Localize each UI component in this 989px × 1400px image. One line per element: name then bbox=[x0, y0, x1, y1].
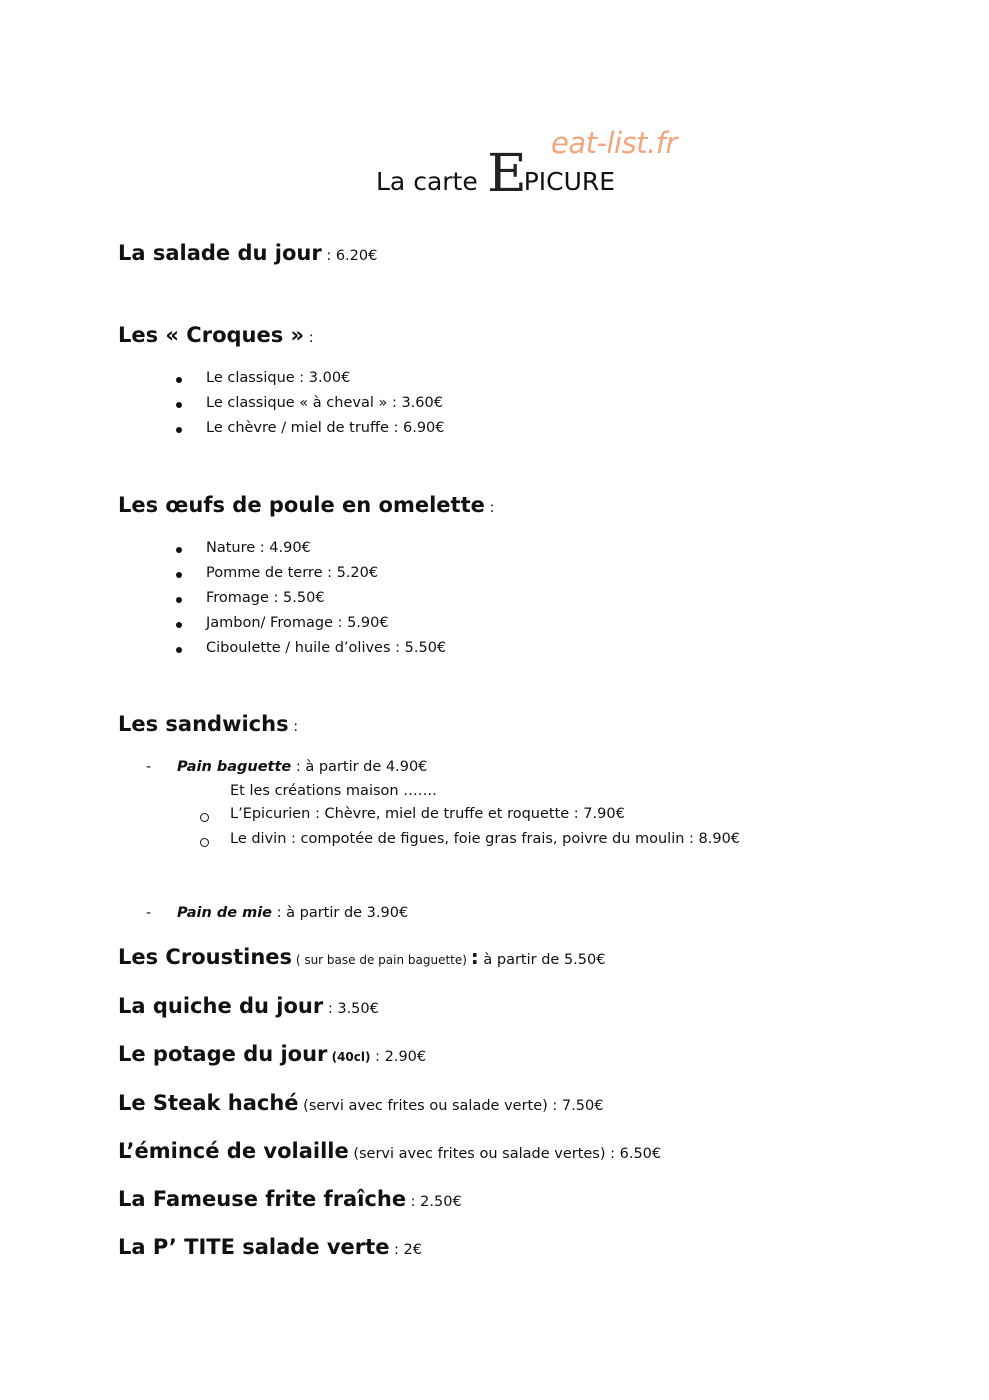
creations-text: Et les créations maison ……. bbox=[230, 783, 437, 799]
creation-item: L’Epicurien : Chèvre, miel de truffe et roquette : 7.90€ bbox=[230, 806, 625, 822]
frite-price: : 2.50€ bbox=[406, 1194, 462, 1210]
circle-bullet-icon bbox=[200, 838, 209, 847]
title-rest: PICURE bbox=[523, 167, 616, 196]
salade-name: La salade du jour bbox=[118, 241, 322, 265]
croustines-row bbox=[118, 945, 605, 969]
potage-note: (40cl) bbox=[327, 1050, 371, 1064]
menu-title bbox=[376, 140, 616, 204]
eminces-detail: (servi avec frites ou salade vertes) : 6.50€ bbox=[348, 1146, 662, 1162]
dash-marker: - bbox=[146, 905, 152, 921]
title-initial: E bbox=[486, 144, 527, 204]
watermark-text: eat-list.fr bbox=[551, 126, 677, 160]
baguette-price: : à partir de 4.90€ bbox=[291, 759, 428, 775]
bullet-icon bbox=[176, 402, 182, 408]
croque-item: Le classique : 3.00€ bbox=[206, 370, 351, 386]
potage-price: : 2.90€ bbox=[370, 1049, 427, 1065]
bullet-icon bbox=[176, 647, 182, 653]
potage-name: Le potage du jour bbox=[118, 1042, 328, 1066]
dash-marker: - bbox=[146, 759, 152, 775]
quiche-row bbox=[118, 994, 379, 1018]
croques-heading: Les « Croques » bbox=[118, 323, 305, 347]
sandwichs-suffix: : bbox=[288, 719, 299, 735]
omelette-item: Pomme de terre : 5.20€ bbox=[206, 565, 379, 581]
salade-row bbox=[118, 241, 377, 265]
bullet-icon bbox=[176, 377, 182, 383]
circle-bullet-icon bbox=[200, 813, 209, 822]
ptite-row bbox=[118, 1235, 422, 1259]
steak-row bbox=[118, 1091, 603, 1115]
steak-name: Le Steak haché bbox=[118, 1091, 299, 1115]
creation-item: Le divin : compotée de figues, foie gras frais, poivre du moulin : 8.90€ bbox=[230, 831, 741, 847]
bullet-icon bbox=[176, 597, 182, 603]
ptite-price: : 2€ bbox=[389, 1242, 423, 1258]
croustines-name: Les Croustines bbox=[118, 945, 293, 969]
baguette-row bbox=[177, 759, 427, 775]
quiche-price: : 3.50€ bbox=[323, 1001, 379, 1017]
steak-detail: (servi avec frites ou salade verte) : 7.50€ bbox=[298, 1098, 604, 1114]
omelette-item: Fromage : 5.50€ bbox=[206, 590, 325, 606]
mie-price: : à partir de 3.90€ bbox=[272, 905, 409, 921]
bullet-icon bbox=[176, 547, 182, 553]
baguette-name: Pain baguette bbox=[177, 759, 292, 775]
oeufs-heading-row bbox=[118, 493, 494, 517]
frite-row bbox=[118, 1187, 462, 1211]
omelette-item: Jambon/ Fromage : 5.90€ bbox=[206, 615, 389, 631]
ptite-name: La P’ TITE salade verte bbox=[118, 1235, 390, 1259]
croustines-price: à partir de 5.50€ bbox=[478, 952, 606, 968]
sandwichs-heading: Les sandwichs bbox=[118, 712, 289, 736]
croques-suffix: : bbox=[304, 330, 314, 346]
oeufs-heading: Les œufs de poule en omelette bbox=[118, 493, 485, 517]
croustines-note: ( sur base de pain baguette) bbox=[292, 953, 471, 967]
croques-heading-row bbox=[118, 323, 314, 347]
bullet-icon bbox=[176, 622, 182, 628]
croustines-colon: : bbox=[470, 945, 479, 969]
eminces-name: L’émincé de volaille bbox=[118, 1139, 349, 1163]
mie-name: Pain de mie bbox=[177, 905, 273, 921]
croque-item: Le classique « à cheval » : 3.60€ bbox=[206, 395, 443, 411]
omelette-item: Nature : 4.90€ bbox=[206, 540, 311, 556]
salade-price: : 6.20€ bbox=[321, 248, 378, 264]
frite-name: La Fameuse frite fraîche bbox=[118, 1187, 407, 1211]
potage-row bbox=[118, 1042, 426, 1066]
oeufs-suffix: : bbox=[484, 500, 495, 516]
bullet-icon bbox=[176, 572, 182, 578]
croque-item: Le chèvre / miel de truffe : 6.90€ bbox=[206, 420, 445, 436]
bullet-icon bbox=[176, 427, 182, 433]
eminces-row bbox=[118, 1139, 661, 1163]
omelette-item: Ciboulette / huile d’olives : 5.50€ bbox=[206, 640, 447, 656]
title-prefix: La carte bbox=[376, 167, 478, 196]
sandwichs-heading-row bbox=[118, 712, 298, 736]
mie-row bbox=[177, 905, 408, 921]
quiche-name: La quiche du jour bbox=[118, 994, 324, 1018]
